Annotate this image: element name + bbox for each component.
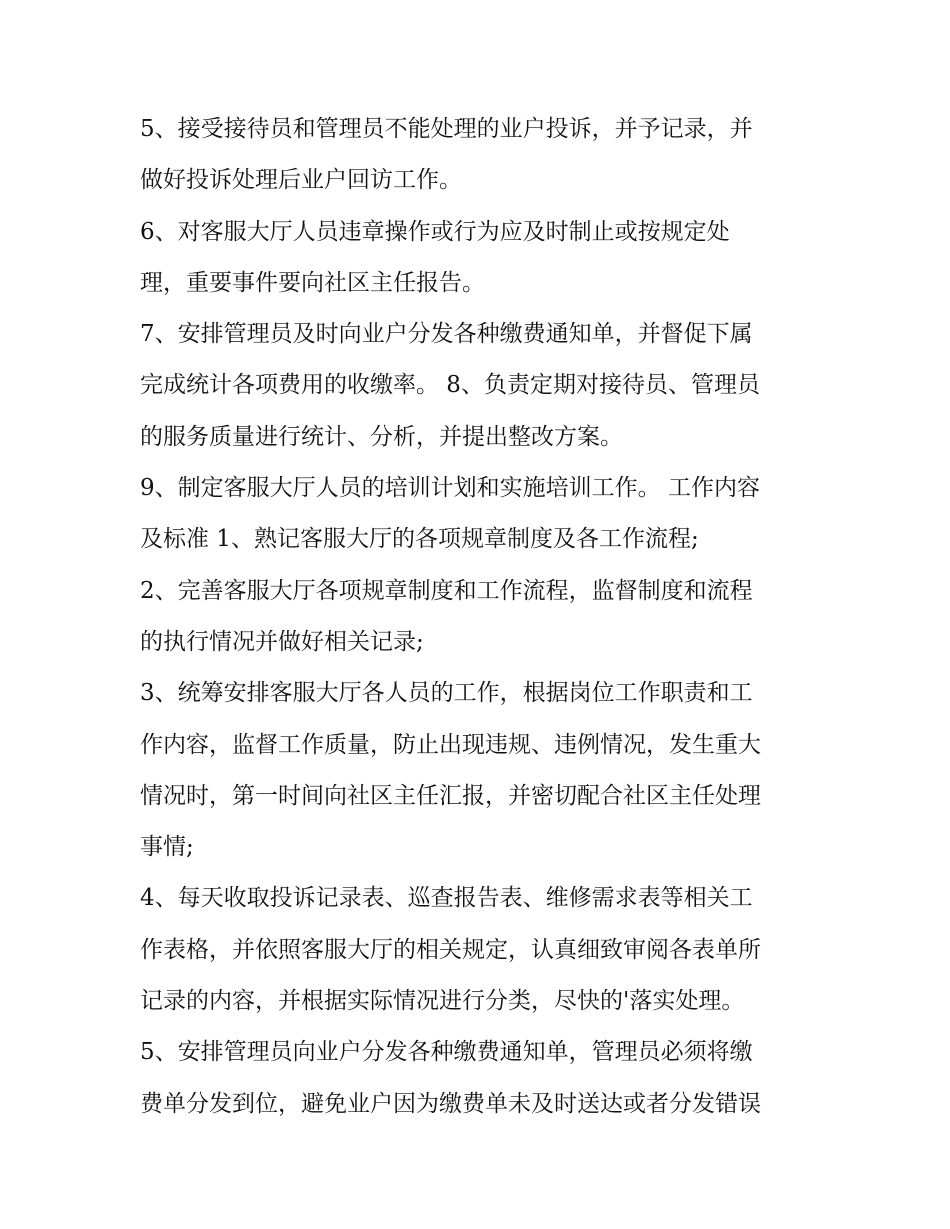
text-line: 6、对客服大厅人员违章操作或行为应及时制止或按规定处 [140, 218, 730, 245]
text-line: 做好投诉处理后业户回访工作。 [140, 167, 462, 194]
text-line: 2、完善客服大厅各项规章制度和工作流程，监督制度和流程 [140, 577, 753, 604]
text-line: 作表格，并依照客服大厅的相关规定，认真细致审阅各表单所 [140, 936, 761, 963]
text-line: 5、接受接待员和管理员不能处理的业户投诉，并予记录，并 [140, 116, 753, 142]
text-line: 的执行情况并做好相关记录; [140, 628, 424, 655]
text-line: 记录的内容，并根据实际情况进行分类，尽快的'落实处理。 [140, 988, 745, 1015]
text-line: 5、安排管理员向业户分发各种缴费通知单，管理员必须将缴 [140, 1039, 753, 1066]
document-body [140, 104, 820, 1130]
text-line: 3、统筹安排客服大厅各人员的工作，根据岗位工作职责和工 [140, 680, 753, 707]
text-line: 的服务质量进行统计、分析，并提出整改方案。 [140, 423, 623, 450]
text-line: 作内容，监督工作质量，防止出现违规、违例情况，发生重大 [140, 731, 761, 758]
text-line: 4、每天收取投诉记录表、巡查报告表、维修需求表等相关工 [140, 885, 753, 912]
text-line: 事情; [140, 834, 194, 861]
text-line: 7、安排管理员及时向业户分发各种缴费通知单，并督促下属 [140, 321, 753, 348]
text-line: 9、制定客服大厅人员的培训计划和实施培训工作。 工作内容 [140, 475, 760, 502]
text-line: 完成统计各项费用的收缴率。 8、负责定期对接待员、管理员 [140, 372, 760, 399]
text-line: 及标准 1、熟记客服大厅的各项规章制度及各工作流程; [140, 526, 699, 553]
text-line: 情况时，第一时间向社区主任汇报，并密切配合社区主任处理 [140, 782, 761, 809]
text-line: 费单分发到位，避免业户因为缴费单未及时送达或者分发错误 [140, 1090, 761, 1117]
text-line: 理，重要事件要向社区主任报告。 [140, 269, 485, 296]
